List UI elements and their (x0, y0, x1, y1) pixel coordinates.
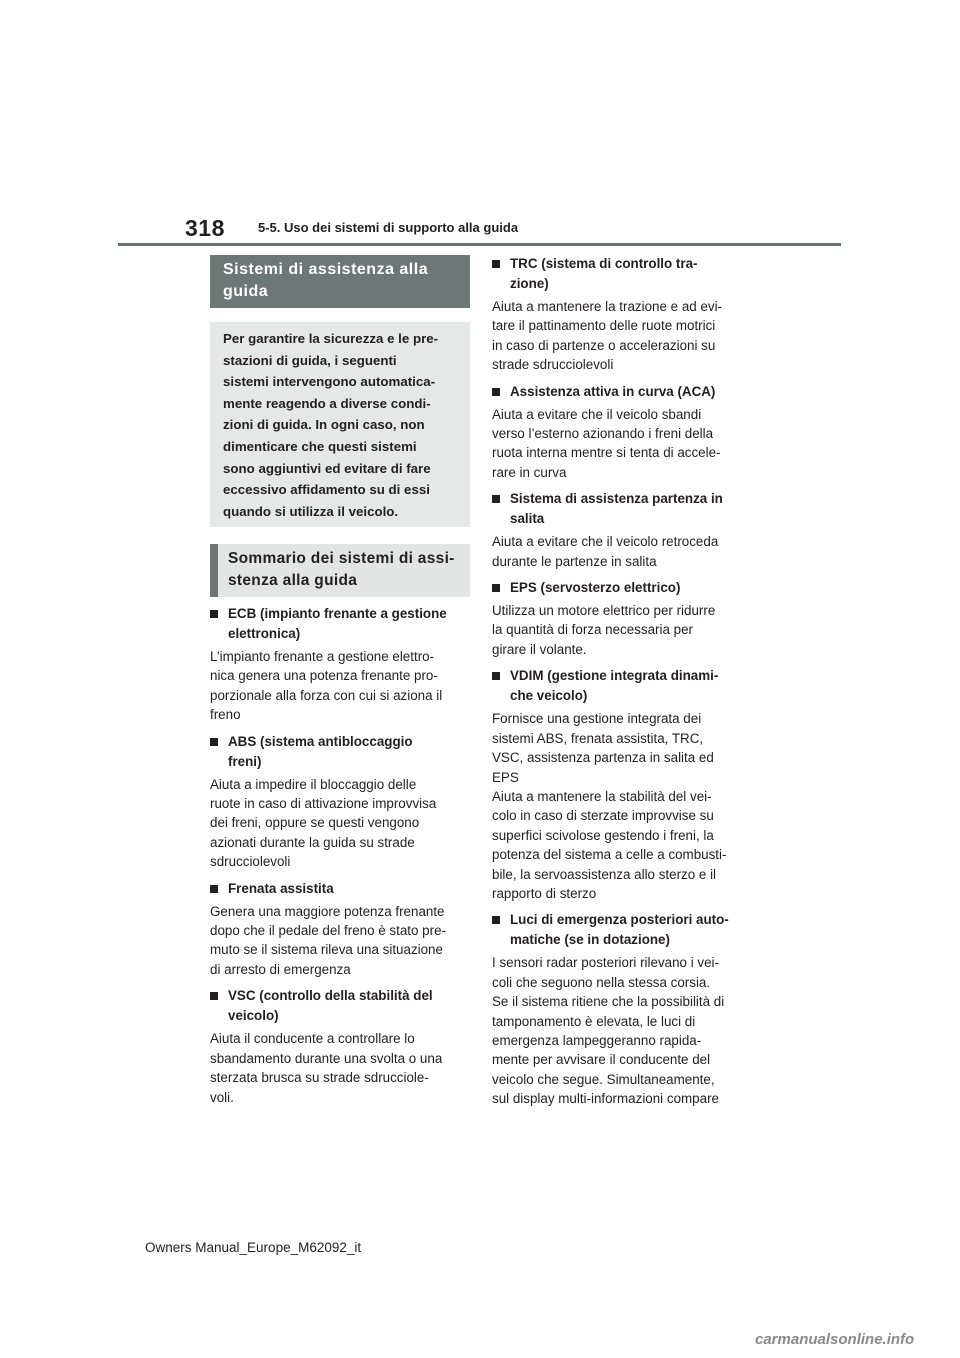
square-bullet-icon (210, 885, 218, 893)
square-bullet-icon (492, 584, 500, 592)
heading-summary (210, 544, 470, 597)
item-title: ECB (impianto frenante a gestione elettronica) (228, 606, 447, 641)
item-body: L’impianto frenante a gestione elettro- nica genera una potenza frenante pro- porzionale alla forza con cui si aziona il freno (210, 649, 443, 723)
item-body: Aiuta a mantenere la trazione e ad evi- tare il pattinamento delle ruote motrici in caso di partenze o accelerazioni su strade sdrucciolevoli (492, 299, 723, 373)
item-body: Aiuta il conducente a controllare lo sbandamento durante una svolta o una sterzata brusca su strade sdrucciole- voli. (210, 1031, 443, 1105)
heading-sub-text: Sommario dei sistemi di assi- stenza alla guida (228, 550, 455, 589)
heading-main-text: Sistemi di assistenza alla guida (223, 261, 429, 300)
item-title: EPS (servosterzo elettrico) (510, 580, 681, 596)
square-bullet-icon (492, 260, 500, 268)
right-column (492, 254, 744, 1116)
list-item (492, 254, 744, 375)
square-bullet-icon (210, 738, 218, 746)
square-bullet-icon (492, 672, 500, 680)
item-body: Genera una maggiore potenza frenante dopo che il pedale del freno è stato pre- muto se il sistema rileva una situazione di arresto di emergenza (210, 903, 446, 977)
item-title: VSC (controllo della stabilità del veicolo) (228, 988, 433, 1024)
item-body: I sensori radar posteriori rilevano i vei- coli che seguono nella stessa corsia. Se il sistema ritiene che la possibilità di tamponamento è elevata, le luci di emergenza lampeggeranno rapida- mente per avvisare il conducente del veicolo che segue. Simultaneamente, sul display multi-informazioni compare (492, 955, 725, 1107)
square-bullet-icon (492, 388, 500, 396)
square-bullet-icon (492, 495, 500, 503)
item-body: Aiuta a evitare che il veicolo sbandi verso l’esterno azionando i freni della ruota interna mentre si tenta di accele- rare in curva (492, 406, 721, 480)
list-item (210, 732, 462, 872)
item-body: Utilizza un motore elettrico per ridurre la quantità di forza necessaria per girare il volante. (492, 603, 716, 657)
square-bullet-icon (210, 992, 218, 1000)
section-title: 5-5. Uso dei sistemi di supporto alla guida (258, 220, 519, 235)
header-divider (118, 243, 841, 246)
list-item (492, 666, 744, 903)
page-number: 318 (185, 215, 225, 241)
list-item (210, 986, 462, 1107)
left-column (210, 604, 462, 1114)
item-title: Assistenza attiva in curva (ACA) (510, 383, 716, 399)
list-item (210, 879, 462, 980)
item-body: Aiuta a evitare che il veicolo retroceda durante le partenze in salita (492, 534, 719, 569)
item-title: TRC (sistema di controllo tra- zione) (510, 256, 698, 291)
square-bullet-icon (210, 610, 218, 618)
footer-text: Owners Manual_Europe_M62092_it (145, 1240, 362, 1255)
item-title: Luci di emergenza posteriori auto- matiche (se in dotazione) (510, 912, 729, 948)
watermark[interactable]: carmanualsonline.info (755, 1331, 915, 1348)
item-title: Sistema di assistenza partenza in salita (510, 491, 723, 527)
item-title: ABS (sistema antibloccaggio freni) (228, 733, 413, 769)
intro-text: Per garantire la sicurezza e le pre- stazioni di guida, i seguenti sistemi intervengono automatica- mente reagendo a diverse condi- zioni di guida. In ogni caso, non dimenticare che questi sistemi sono aggiuntivi ed evitare di fare eccessivo affidamento su di essi quando si utilizza il veicolo. (223, 331, 439, 519)
item-body: Aiuta a impedire il bloccaggio delle ruote in caso di attivazione improvvisa dei freni, oppure se questi vengono azionati durante la guida su strade sdrucciolevoli (210, 776, 437, 870)
intro-box (210, 322, 470, 527)
item-title: Frenata assistita (228, 880, 334, 896)
list-item (492, 910, 744, 1108)
item-title: VDIM (gestione integrata dinami- che veicolo) (510, 668, 719, 704)
list-item (492, 489, 744, 571)
list-item (210, 604, 462, 725)
list-item (492, 382, 744, 483)
list-item (492, 578, 744, 659)
heading-assistance-systems (210, 255, 470, 308)
item-body: Fornisce una gestione integrata dei sistemi ABS, frenata assistita, TRC, VSC, assistenza partenza in salita ed EPS Aiuta a mantenere la stabilità del vei- colo in caso di sterzate improvvise su superfici scivolose gestendo i freni, la potenza del sistema a celle a combusti- bile, la servoassistenza allo sterzo e il rapporto di sterzo (492, 711, 727, 901)
square-bullet-icon (492, 916, 500, 924)
